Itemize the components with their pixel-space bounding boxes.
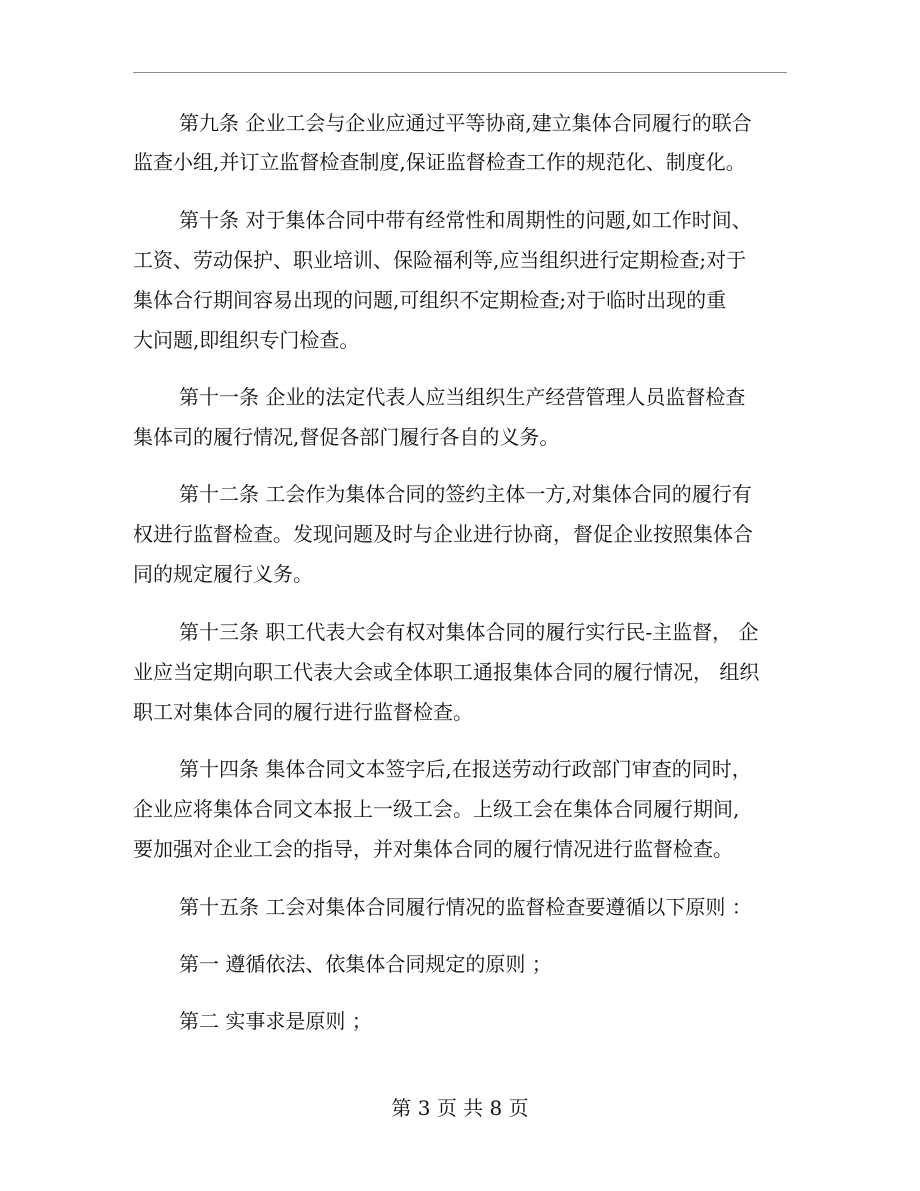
article-10-line-4: 大问题,即组织专门检查。 bbox=[133, 328, 360, 352]
article-10-line-2: 工资、劳动保护、职业培训、保险福利等,应当组织进行定期检查;对于 bbox=[133, 248, 747, 272]
article-10-line-1: 第十条 对于集体合同中带有经常性和周期性的问题,如工作时间、 bbox=[179, 208, 752, 232]
article-12-line-3: 同的规定履行义务。 bbox=[133, 562, 313, 586]
article-10-line-3: 集体合行期间容易出现的问题,可组织不定期检查;对于临时出现的重 bbox=[133, 288, 727, 312]
article-11-line-2: 集体司的履行情况,督促各部门履行各自的义务。 bbox=[133, 425, 560, 449]
article-13-line-3: 职工对集体合同的履行进行监督检查。 bbox=[133, 700, 473, 724]
article-9-line-1: 第九条 企业工会与企业应通过平等协商,建立集体合同履行的联合 bbox=[179, 111, 752, 135]
principle-1-line: 第一 遵循依法、依集体合同规定的原则 ； bbox=[179, 952, 552, 976]
article-14-line-3: 要加强对企业工会的指导，并对集体合同的履行情况进行监督检查。 bbox=[133, 837, 733, 861]
article-12-line-2: 权进行监督检查。发现问题及时与企业进行协商，督促企业按照集体合 bbox=[133, 522, 753, 546]
article-11-line-1: 第十一条 企业的法定代表人应当组织生产经营管理人员监督检查 bbox=[179, 385, 746, 409]
article-14-line-2: 企业应将集体合同文本报上一级工会。上级工会在集体合同履行期间, bbox=[133, 797, 740, 821]
article-9-line-2: 监查小组,并订立监督检查制度,保证监督检查工作的规范化、制度化。 bbox=[133, 150, 746, 174]
page-number: 第 3 页 共 8 页 bbox=[391, 1096, 529, 1120]
article-13-line-2: 业应当定期向职工代表大会或全体职工通报集体合同的履行情况， 组织 bbox=[133, 660, 760, 684]
header-rule bbox=[133, 72, 787, 73]
article-12-line-1: 第十二条 工会作为集体合同的签约主体一方,对集体合同的履行有 bbox=[179, 482, 752, 506]
article-13-line-1: 第十三条 职工代表大会有权对集体合同的履行实行民-主监督， 企 bbox=[179, 620, 759, 644]
article-14-line-1: 第十四条 集体合同文本签字后,在报送劳动行政部门审查的同时， bbox=[179, 757, 752, 781]
principle-2-line: 第二 实事求是原则 ； bbox=[179, 1009, 372, 1033]
article-15-line-1: 第十五条 工会对集体合同履行情况的监督检查要遵循以下原则 ： bbox=[179, 895, 752, 919]
